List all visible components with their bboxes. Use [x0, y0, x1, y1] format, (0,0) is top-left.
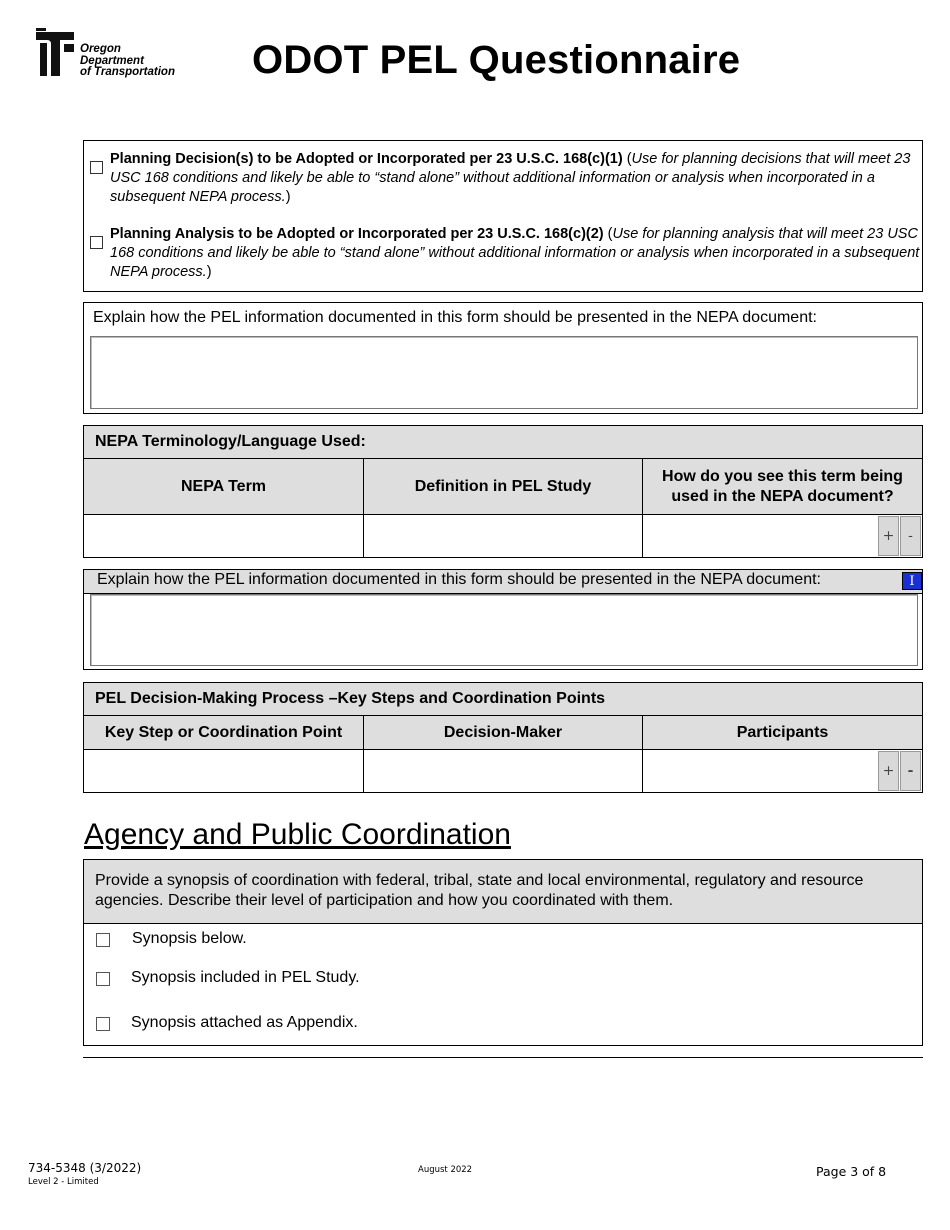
- synopsis-below-checkbox[interactable]: [96, 933, 110, 947]
- decision-maker-input[interactable]: [363, 749, 643, 793]
- terminology-table-title: NEPA Terminology/Language Used:: [83, 425, 923, 459]
- adoption-options-box: [83, 140, 923, 292]
- decision-table-title: PEL Decision-Making Process –Key Steps and Coordination Points: [83, 682, 923, 716]
- col-usage: How do you see this term being used in the NEPA document?: [642, 458, 923, 515]
- coordination-heading: Agency and Public Coordination: [84, 818, 511, 851]
- page-number: Page 3 of 8: [816, 1164, 887, 1179]
- explain-box-2: [83, 569, 923, 670]
- planning-decision-option: Planning Decision(s) to be Adopted or Incorporated per 23 U.S.C. 168(c)(1) (Use for planning decisions that will meet 23 USC 168 conditions and likely be able to “stand alone” without additional information or analysis when incorporated in a subsequent NEPA process.): [110, 151, 911, 205]
- col-nepa-term: NEPA Term: [83, 458, 364, 515]
- synopsis-appendix-checkbox[interactable]: [96, 1017, 110, 1031]
- coordination-prompt: Provide a synopsis of coordination with federal, tribal, state and local environmental, regulatory and resource agencies. Describe their level of participation and how you coordinated with them.: [95, 872, 864, 909]
- odot-logo-icon: [34, 28, 78, 80]
- planning-decision-checkbox[interactable]: [90, 161, 103, 174]
- col-definition: Definition in PEL Study: [363, 458, 643, 515]
- col-participants: Participants: [642, 715, 923, 750]
- add-step-row-button[interactable]: +: [878, 751, 899, 791]
- footer-date: August 2022: [418, 1165, 473, 1175]
- coordination-box: [83, 859, 923, 1046]
- explain-label-2: Explain how the PEL information documented in this form should be presented in the NEPA document:: [97, 571, 821, 588]
- classification-label: Level 2 - Limited: [28, 1177, 99, 1187]
- synopsis-below-label: Synopsis below.: [132, 930, 247, 947]
- remove-step-row-button[interactable]: -: [900, 751, 921, 791]
- definition-input[interactable]: [363, 514, 643, 558]
- col-decision-maker: Decision-Maker: [363, 715, 643, 750]
- remove-term-row-button[interactable]: -: [900, 516, 921, 556]
- explain-label-1: Explain how the PEL information documented in this form should be presented in the NEPA document:: [93, 309, 817, 326]
- col-key-step: Key Step or Coordination Point: [83, 715, 364, 750]
- key-step-input[interactable]: [83, 749, 364, 793]
- nepa-term-input[interactable]: [83, 514, 364, 558]
- explain-textarea-1[interactable]: [90, 336, 918, 409]
- synopsis-in-study-checkbox[interactable]: [96, 972, 110, 986]
- explain-textarea-2[interactable]: [90, 594, 918, 666]
- add-term-row-button[interactable]: +: [878, 516, 899, 556]
- form-number: 734-5348 (3/2022): [28, 1161, 142, 1175]
- planning-analysis-option: Planning Analysis to be Adopted or Incorporated per 23 U.S.C. 168(c)(2) (Use for planning analysis that will meet 23 USC 168 conditions and likely be able to “stand alone” without additional information or analysis when incorporated in a subsequent NEPA process.): [110, 226, 920, 280]
- planning-analysis-checkbox[interactable]: [90, 236, 103, 249]
- synopsis-appendix-label: Synopsis attached as Appendix.: [131, 1014, 358, 1031]
- logo-wordmark: Oregon Department of Transportation: [80, 43, 175, 78]
- synopsis-in-study-label: Synopsis included in PEL Study.: [131, 969, 360, 986]
- section-divider: [83, 1057, 923, 1058]
- info-button[interactable]: I: [902, 572, 922, 590]
- page-title: ODOT PEL Questionnaire: [252, 38, 741, 82]
- explain-box-1: [83, 302, 923, 414]
